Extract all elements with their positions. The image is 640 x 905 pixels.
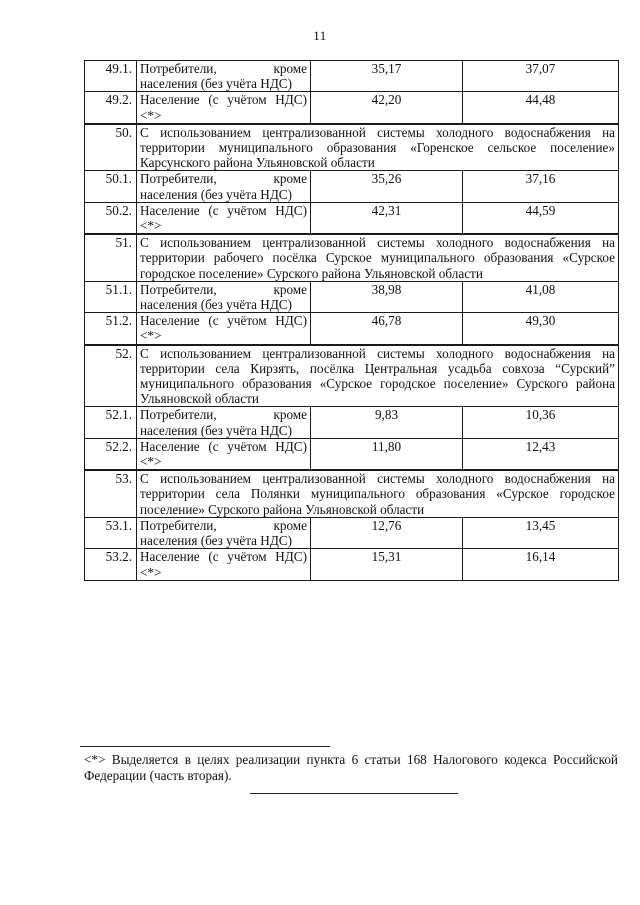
section-row <box>85 234 619 281</box>
tariff-value-period-1: 12,76 <box>311 517 463 548</box>
tariff-value-period-1: 42,31 <box>311 202 463 234</box>
tariff-value-period-2: 12,43 <box>463 438 619 470</box>
row-number: 50. <box>85 124 137 171</box>
tariff-value-period-2: 37,16 <box>463 171 619 202</box>
footnote-divider <box>80 746 330 747</box>
row-number: 51. <box>85 234 137 281</box>
table-row <box>85 61 619 92</box>
row-description: С использованием централизованной системы холодного водоснабжения на территории муниципального образования «Горенское сельское поселение» Карсунского района Ульяновской области <box>137 124 619 171</box>
row-number: 49.1. <box>85 61 137 92</box>
tariff-value-period-2: 37,07 <box>463 61 619 92</box>
table-row <box>85 549 619 580</box>
tariff-value-period-2: 10,36 <box>463 407 619 438</box>
row-number: 51.2. <box>85 313 137 345</box>
row-number: 53. <box>85 470 137 517</box>
tariff-value-period-1: 35,17 <box>311 61 463 92</box>
tariff-value-period-1: 38,98 <box>311 281 463 312</box>
row-description: Потребители, кроме населения (без учёта НДС) <box>137 61 311 92</box>
table-row <box>85 438 619 470</box>
row-description: С использованием централизованной системы холодного водоснабжения на территории села Полянки муниципального образования «Сурское городское поселение» Сурского района Ульяновской области <box>137 470 619 517</box>
tariff-value-period-1: 35,26 <box>311 171 463 202</box>
row-number: 52.1. <box>85 407 137 438</box>
footnote: <*> Выделяется в целях реализации пункта 6 статьи 168 Налогового кодекса Российской Федерации (часть вторая). <box>84 752 618 783</box>
tariff-value-period-1: 9,83 <box>311 407 463 438</box>
table-row <box>85 92 619 124</box>
tariff-value-period-2: 13,45 <box>463 517 619 548</box>
row-description: Население (с учётом НДС) <*> <box>137 313 311 345</box>
row-number: 53.2. <box>85 549 137 580</box>
row-description: Потребители, кроме населения (без учёта НДС) <box>137 171 311 202</box>
row-description: Потребители, кроме населения (без учёта НДС) <box>137 407 311 438</box>
section-row <box>85 345 619 407</box>
tariff-table <box>84 60 619 581</box>
row-description: Население (с учётом НДС) <*> <box>137 202 311 234</box>
tariff-value-period-1: 42,20 <box>311 92 463 124</box>
tariff-value-period-1: 15,31 <box>311 549 463 580</box>
tariff-value-period-2: 44,59 <box>463 202 619 234</box>
tariff-value-period-1: 46,78 <box>311 313 463 345</box>
row-number: 49.2. <box>85 92 137 124</box>
page-number: 11 <box>313 28 327 43</box>
row-number: 50.2. <box>85 202 137 234</box>
table-row <box>85 281 619 312</box>
tariff-value-period-1: 11,80 <box>311 438 463 470</box>
row-description: Население (с учётом НДС) <*> <box>137 549 311 580</box>
row-number: 51.1. <box>85 281 137 312</box>
tariff-value-period-2: 41,08 <box>463 281 619 312</box>
row-number: 52.2. <box>85 438 137 470</box>
table-row <box>85 517 619 548</box>
tariff-value-period-2: 44,48 <box>463 92 619 124</box>
tariff-table-body <box>85 61 619 581</box>
tariff-value-period-2: 49,30 <box>463 313 619 345</box>
row-description: Потребители, кроме населения (без учёта НДС) <box>137 281 311 312</box>
row-number: 53.1. <box>85 517 137 548</box>
tariff-value-period-2: 16,14 <box>463 549 619 580</box>
row-number: 50.1. <box>85 171 137 202</box>
row-description: Потребители, кроме населения (без учёта НДС) <box>137 517 311 548</box>
row-description: С использованием централизованной системы холодного водоснабжения на территории села Кирзять, посёлка Центральная усадьба совхоза “Сурский” муниципального образования «Сурское городское поселение» Сурского района Ульяновской области <box>137 345 619 407</box>
row-description: С использованием централизованной системы холодного водоснабжения на территории рабочего посёлка Сурское муниципального образования «Сурское городское поселение» Сурского района Ульяновской области <box>137 234 619 281</box>
table-row <box>85 202 619 234</box>
row-number: 52. <box>85 345 137 407</box>
section-row <box>85 124 619 171</box>
row-description: Население (с учётом НДС) <*> <box>137 438 311 470</box>
row-description: Население (с учётом НДС) <*> <box>137 92 311 124</box>
table-row <box>85 313 619 345</box>
table-row <box>85 407 619 438</box>
section-row <box>85 470 619 517</box>
end-divider <box>250 793 458 794</box>
table-row <box>85 171 619 202</box>
